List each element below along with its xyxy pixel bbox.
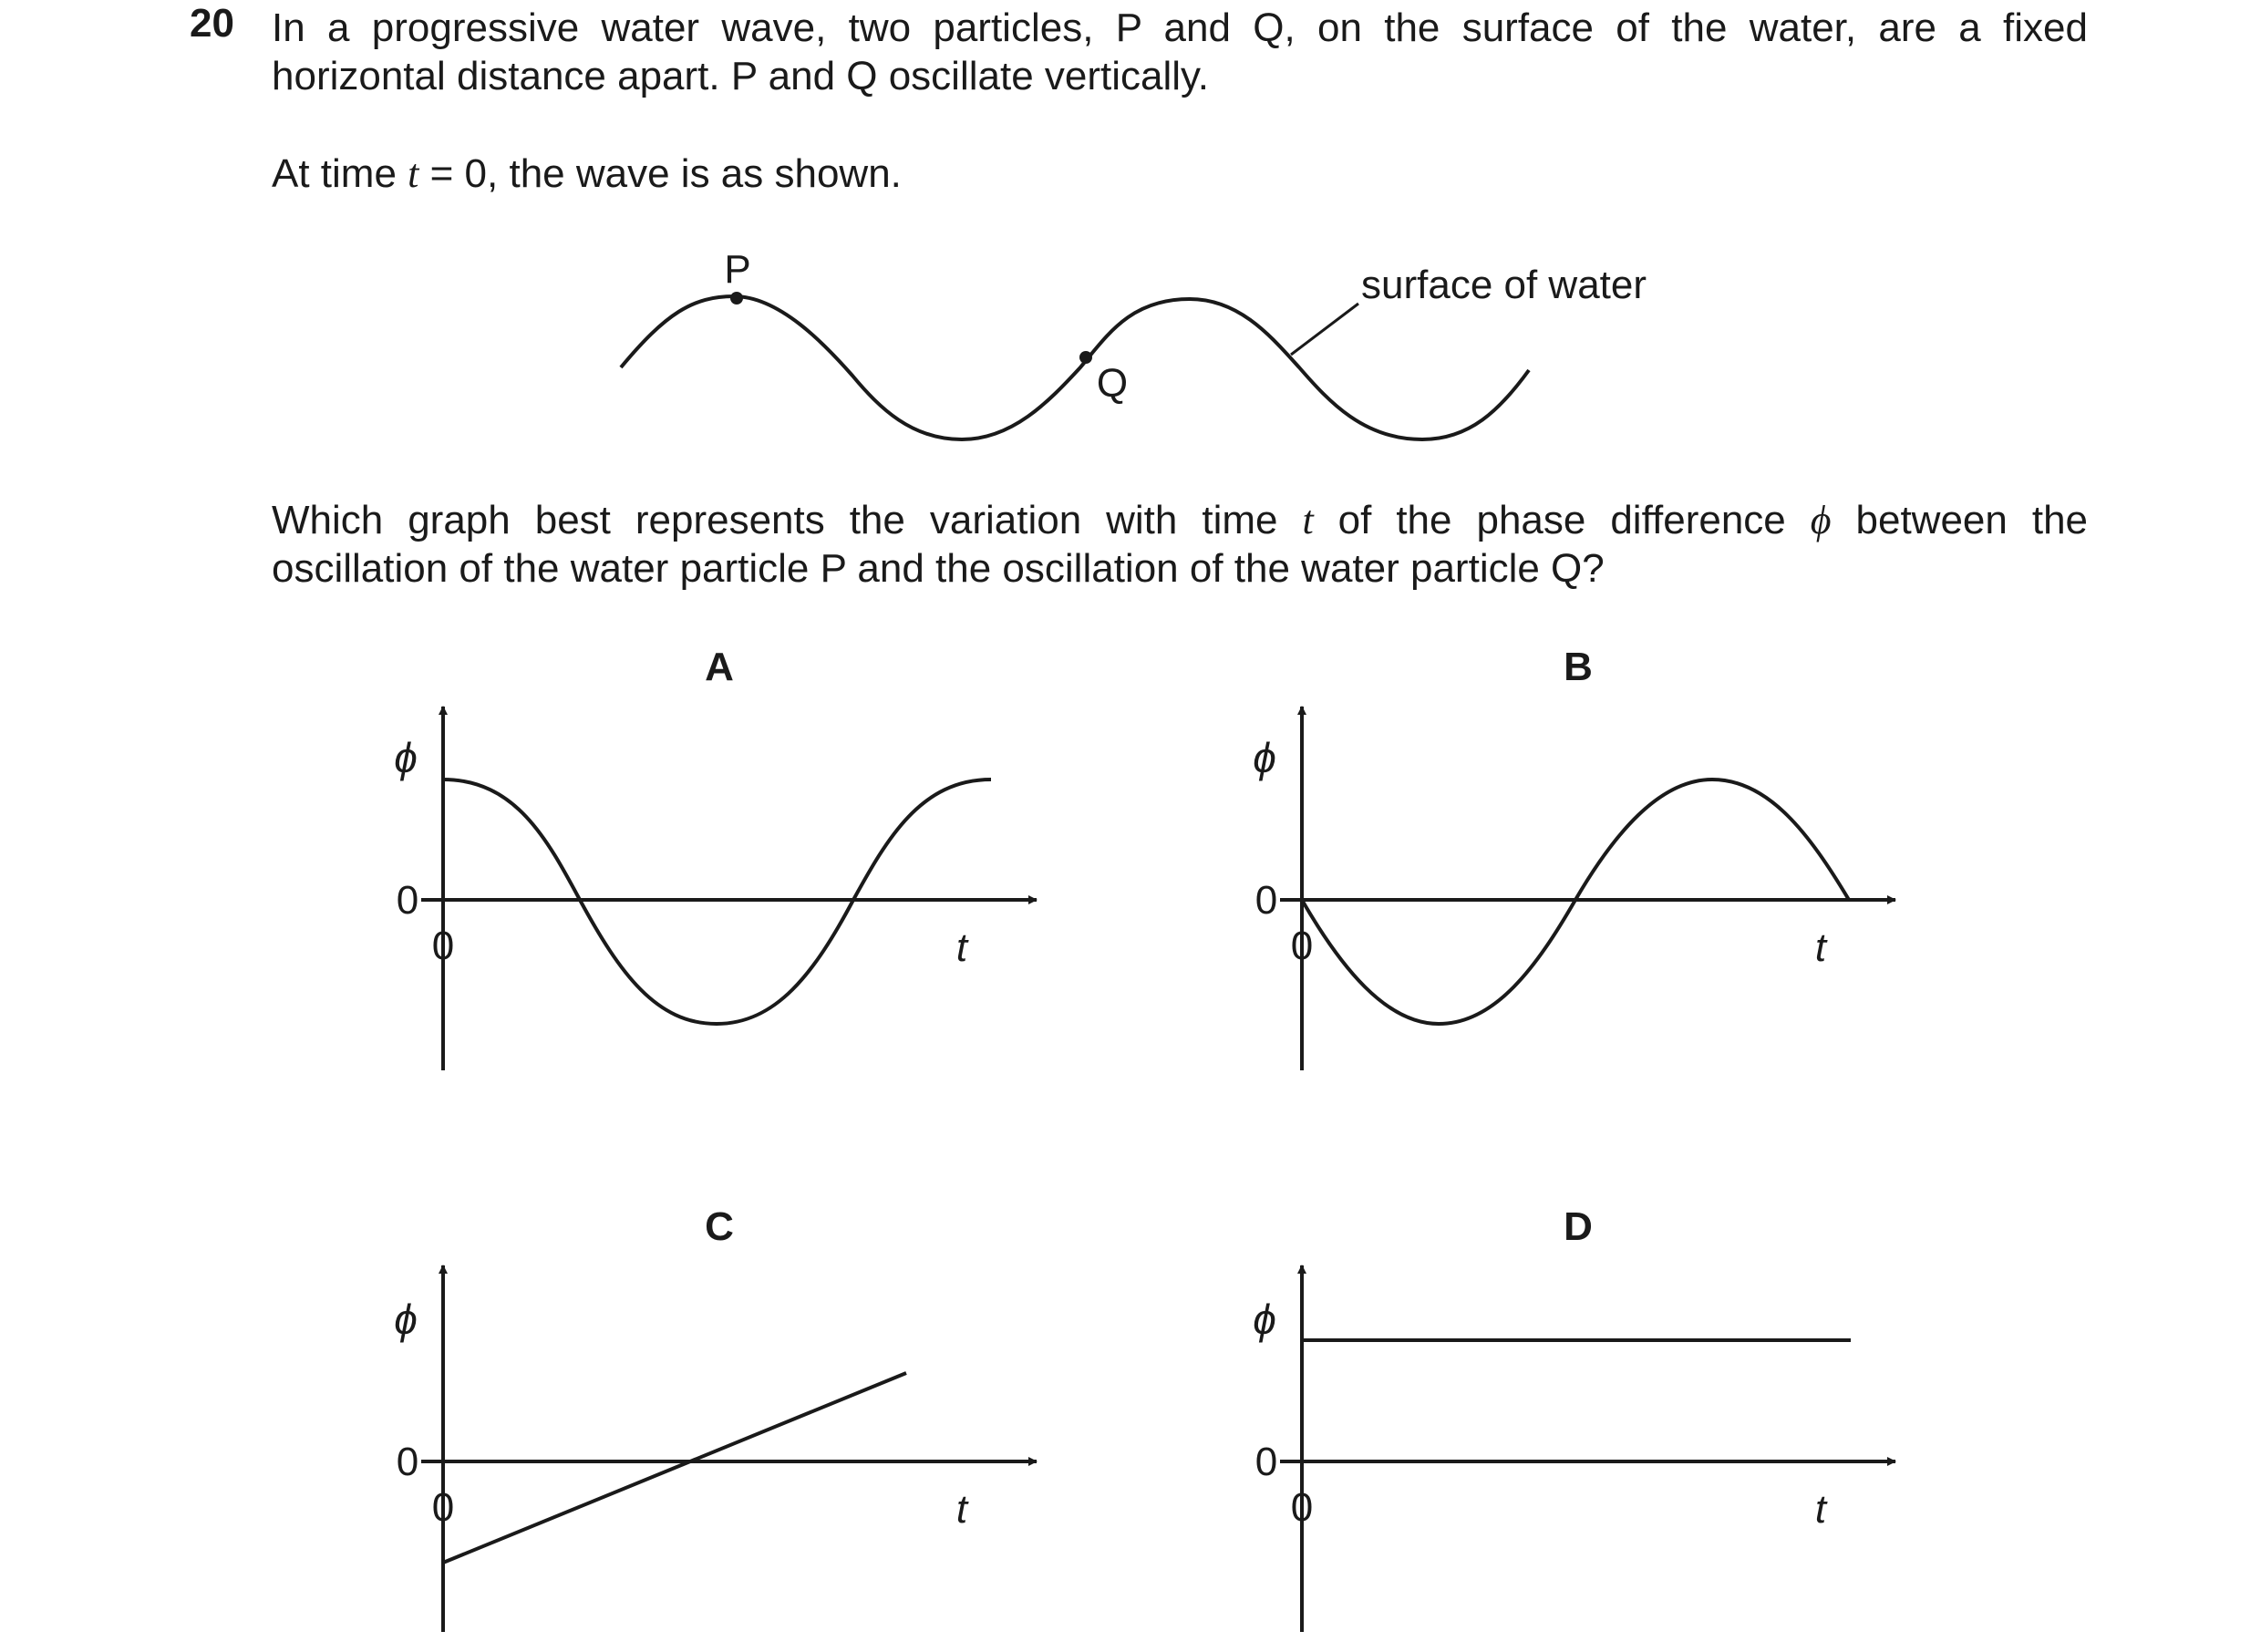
time-suffix: = 0, the wave is as shown. <box>429 151 902 196</box>
graph-b-phi-label: ϕ <box>1253 734 1276 781</box>
water-surface-curve <box>621 296 1529 439</box>
graph-b-t-label: t <box>1814 925 1827 970</box>
graph-b-origin-x: 0 <box>1290 924 1314 968</box>
intro-line-1: In a progressive water wave, two particles, P and Q, on the surface of the water, are a fixed <box>272 5 2088 50</box>
graph-c <box>394 1204 1037 1632</box>
graph-a-phi-label: ϕ <box>394 734 418 781</box>
time-variable: t <box>408 151 419 196</box>
graph-c-t-label: t <box>955 1487 968 1532</box>
graph-b-letter: B <box>1564 645 1593 689</box>
graph-a <box>394 645 1037 1070</box>
graph-c-origin-y: 0 <box>396 1440 419 1484</box>
label-p: P <box>724 247 751 292</box>
particle-q-dot <box>1079 351 1092 364</box>
surface-leader-line <box>1291 304 1358 355</box>
graph-d-origin-x: 0 <box>1290 1485 1314 1530</box>
label-q: Q <box>1096 361 1129 406</box>
time-prefix: At time <box>272 151 397 196</box>
graph-b-origin-y: 0 <box>1254 878 1278 923</box>
graph-c-line <box>443 1373 906 1563</box>
graph-a-origin-x: 0 <box>431 924 455 968</box>
graph-b <box>1253 645 1895 1070</box>
graph-d-phi-label: ϕ <box>1253 1296 1276 1343</box>
graph-d-letter: D <box>1564 1204 1593 1249</box>
prompt-phi-symbol: ϕ <box>1810 498 1832 542</box>
label-surface-of-water: surface of water <box>1361 263 1647 307</box>
graph-a-letter: A <box>705 645 734 689</box>
wave-diagram <box>621 247 1647 439</box>
prompt-part-b: of the phase difference <box>1337 498 1786 542</box>
graph-c-origin-x: 0 <box>431 1485 455 1530</box>
intro-line-2: horizontal distance apart. P and Q oscillate vertically. <box>272 54 1210 98</box>
graph-c-letter: C <box>705 1204 734 1249</box>
prompt-part-a: Which graph best represents the variation with time <box>272 498 1278 542</box>
particle-p-dot <box>730 292 743 305</box>
prompt-time-variable: t <box>1302 498 1314 542</box>
graph-c-phi-label: ϕ <box>394 1296 418 1343</box>
prompt-part-c: between the <box>1855 498 2089 542</box>
question-number: 20 <box>190 1 234 46</box>
graph-a-origin-y: 0 <box>396 878 419 923</box>
prompt-line-2: oscillation of the water particle P and the oscillation of the water particle Q? <box>272 546 1605 591</box>
graph-d <box>1253 1204 1895 1632</box>
graph-d-t-label: t <box>1814 1487 1827 1532</box>
graph-a-t-label: t <box>955 925 968 970</box>
graph-d-origin-y: 0 <box>1254 1440 1278 1484</box>
